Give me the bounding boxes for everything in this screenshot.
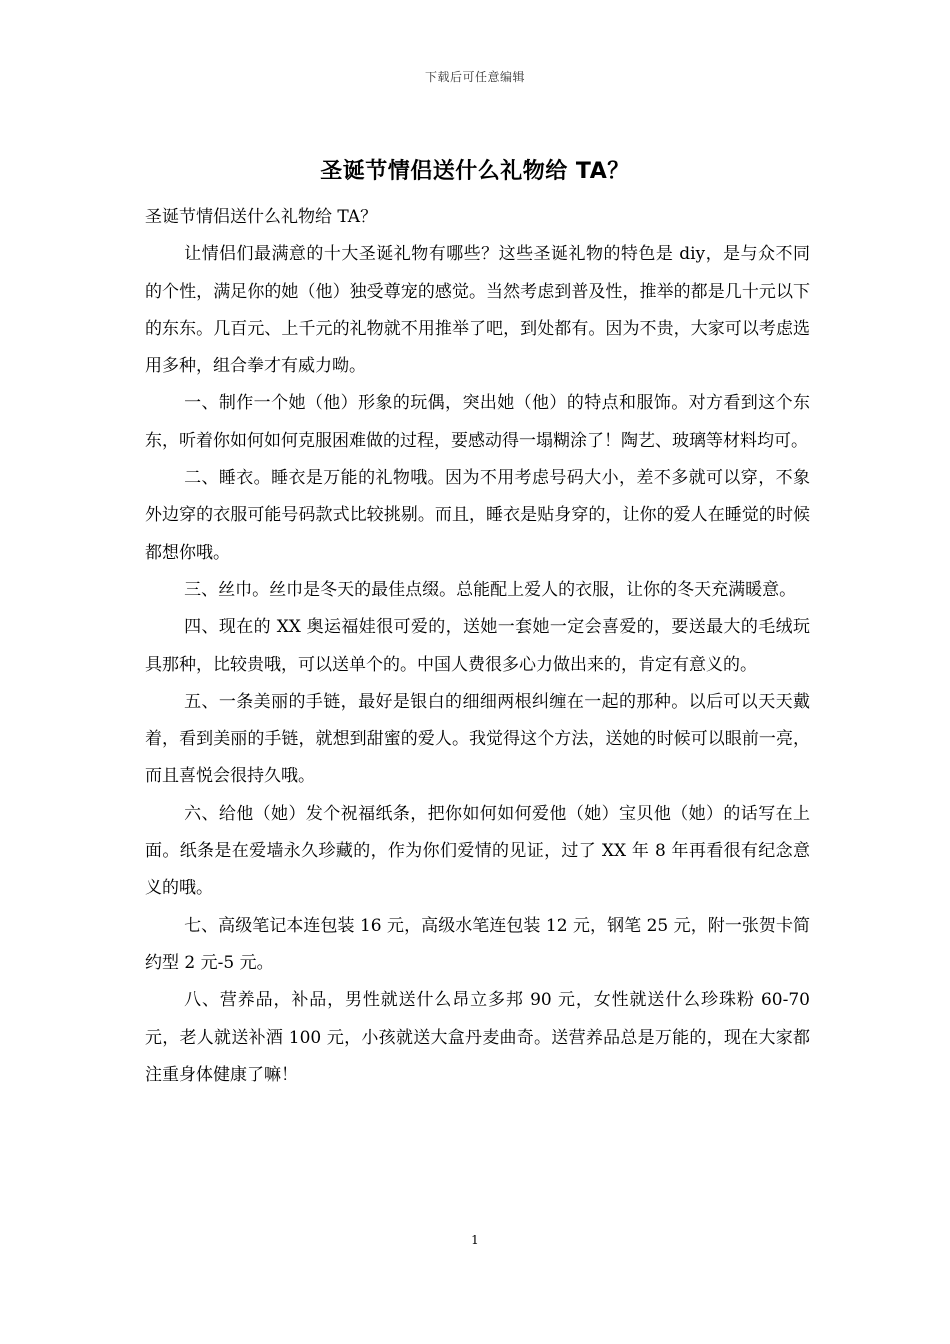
subtitle-line: 圣诞节情侣送什么礼物给 TA？ bbox=[145, 207, 378, 227]
paragraph-item-6: 六、给他（她）发个祝福纸条，把你如何如何爱他（她）宝贝他（她）的话写在上面。纸条是在爱墙永久珍藏的，作为你们爱情的见证，过了 XX 年 8 年再看很有纪念意义的哦。 bbox=[145, 803, 810, 899]
paragraph-item-3: 三、丝巾。丝巾是冬天的最佳点缀。总能配上爱人的衣服，让你的冬天充满暖意。 bbox=[184, 579, 797, 600]
paragraph-item-2: 二、睡衣。睡衣是万能的礼物哦。因为不用考虑号码大小，差不多就可以穿，不象外边穿的衣服可能号码款式比较挑剔。而且，睡衣是贴身穿的，让你的爱人在睡觉的时候都想你哦。 bbox=[145, 468, 810, 563]
paragraph-item-8: 八、营养品，补品，男性就送什么昂立多邦 90 元，女性就送什么珍珠粉 60-70 元，老人就送补酒 100 元，小孩就送大盒丹麦曲奇。送营养品总是万能的，现在大家都注重身体健康了嘛！ bbox=[145, 990, 810, 1085]
page-number: 1 bbox=[471, 1233, 479, 1247]
paragraph-item-1: 一、制作一个她（他）形象的玩偶，突出她（他）的特点和服饰。对方看到这个东东，听着你如何如何克服困难做的过程，要感动得一塌糊涂了！陶艺、玻璃等材料均可。 bbox=[145, 393, 810, 451]
header-note: 下载后可任意编辑 bbox=[424, 70, 525, 84]
paragraph-item-7: 七、高级笔记本连包装 16 元，高级水笔连包装 12 元，钢笔 25 元，附一张贺卡简约型 2 元-5 元。 bbox=[145, 915, 810, 973]
paragraph-item-5: 五、一条美丽的手链，最好是银白的细细两根纠缠在一起的那种。以后可以天天戴着，看到美丽的手链，就想到甜蜜的爱人。我觉得这个方法，送她的时候可以眼前一亮，而且喜悦会很持久哦。 bbox=[145, 691, 810, 787]
page-title: 圣诞节情侣送什么礼物给 TA？ bbox=[320, 159, 630, 184]
document-body bbox=[145, 199, 810, 1094]
paragraph-intro: 让情侣们最满意的十大圣诞礼物有哪些？这些圣诞礼物的特色是 diy，是与众不同的个性，满足你的她（他）独受尊宠的感觉。当然考虑到普及性，推举的都是几十元以下的东东。几百元、上千元的礼物就不用推举了吧，到处都有。因为不贵，大家可以考虑选用多种，组合拳才有威力呦。 bbox=[145, 244, 810, 377]
paragraph-item-4: 四、现在的 XX 奥运福娃很可爱的，送她一套她一定会喜爱的，要送最大的毛绒玩具那种，比较贵哦，可以送单个的。中国人费很多心力做出来的，肯定有意义的。 bbox=[145, 617, 810, 675]
